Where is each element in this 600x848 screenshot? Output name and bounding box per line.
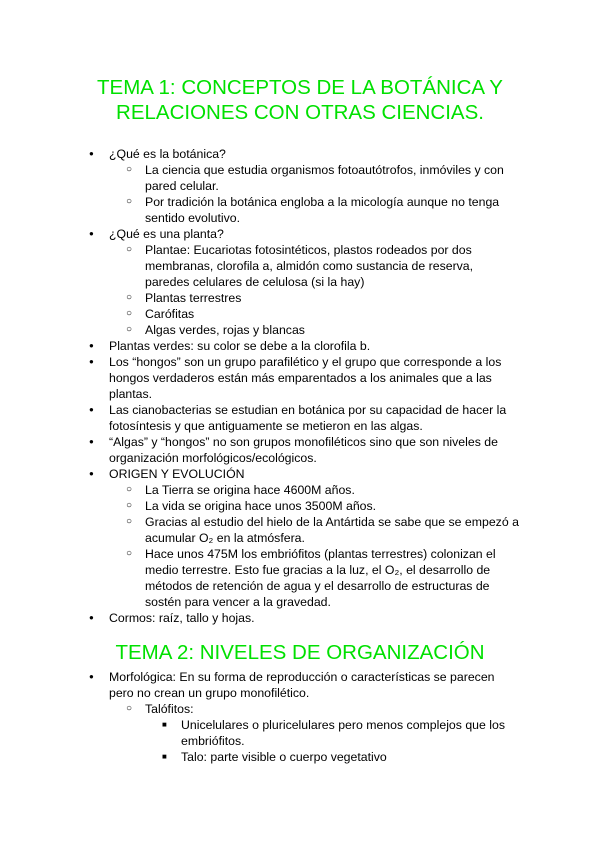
list-item xyxy=(109,226,519,338)
list-item-text: ORIGEN Y EVOLUCIÓN xyxy=(109,467,245,481)
list-item: ● Cormos: raíz, tallo y hojas. xyxy=(109,610,519,626)
sub-sub-list-item: ■ Talo: parte visible o cuerpo vegetativo xyxy=(181,749,519,765)
sub-list xyxy=(145,701,519,765)
sub-list-item: ○ Algas verdes, rojas y blancas xyxy=(145,322,519,338)
sub-list-item: ○ La vida se origina hace unos 3500M años. xyxy=(145,498,519,514)
sub-list-item: ○ Hace unos 475M los embriófitos (plantas terrestres) colonizan el medio terrestre. Esto fue gracias a la luz, el O₂, el desarrollo de métodos de retención de agua y el desarrollo de estructuras de sostén para vencer a la gravedad. xyxy=(145,546,519,610)
tema2-list-container xyxy=(109,669,519,765)
sub-list-item: ○ Carófitas xyxy=(145,306,519,322)
list-item-text: ¿Qué es una planta? xyxy=(109,227,224,241)
list-item: ● Las cianobacterias se estudian en botánica por su capacidad de hacer la fotosíntesis y que antiguamente se metieron en las algas. xyxy=(109,402,519,434)
sub-list-item: ○ Plantas terrestres xyxy=(145,290,519,306)
sub-sub-list-item: ■ Unicelulares o pluricelulares pero menos complejos que los embriófitos. xyxy=(181,717,519,749)
tema1-title-line1: TEMA 1: CONCEPTOS DE LA BOTÁNICA Y xyxy=(97,76,503,99)
tema1-list-container xyxy=(109,146,519,626)
tema1-list xyxy=(109,146,519,626)
list-item xyxy=(109,466,519,610)
tema2-title xyxy=(60,640,540,665)
sub-list xyxy=(145,242,519,338)
sub-sub-list xyxy=(181,717,519,765)
list-item xyxy=(109,669,519,765)
list-item xyxy=(109,146,519,226)
list-item: ● “Algas” y “hongos” no son grupos monofiléticos sino que son niveles de organización morfológicos/ecológicos. xyxy=(109,434,519,466)
list-item-text: ¿Qué es la botánica? xyxy=(109,147,226,161)
sub-list xyxy=(145,482,519,610)
tema1-title-line2: RELACIONES CON OTRAS CIENCIAS. xyxy=(116,101,484,124)
tema1-title xyxy=(60,75,540,125)
list-item: ● Los “hongos” son un grupo parafilético y el grupo que corresponde a los hongos verdaderos están más emparentados a los animales que a las plantas. xyxy=(109,354,519,402)
sub-list xyxy=(145,162,519,226)
sub-list-item: ○ Por tradición la botánica engloba a la micología aunque no tenga sentido evolutivo. xyxy=(145,194,519,226)
sub-list-item xyxy=(145,701,519,765)
sub-list-item-text: Talófitos: xyxy=(145,702,194,716)
sub-list-item: ○ Plantae: Eucariotas fotosintéticos, plastos rodeados por dos membranas, clorofila a, almidón como sustancia de reserva, paredes celulares de celulosa (si la hay) xyxy=(145,242,519,290)
sub-list-item: ○ La Tierra se origina hace 4600M años. xyxy=(145,482,519,498)
list-item: ● Plantas verdes: su color se debe a la clorofila b. xyxy=(109,338,519,354)
list-item-text: Morfológica: En su forma de reproducción o características se parecen pero no crean un grupo monofilético. xyxy=(109,670,495,700)
sub-list-item: ○ Gracias al estudio del hielo de la Antártida se sabe que se empezó a acumular O₂ en la atmósfera. xyxy=(145,514,519,546)
sub-list-item: ○ La ciencia que estudia organismos fotoautótrofos, inmóviles y con pared celular. xyxy=(145,162,519,194)
tema2-title-text: TEMA 2: NIVELES DE ORGANIZACIÓN xyxy=(115,641,485,664)
tema2-list xyxy=(109,669,519,765)
